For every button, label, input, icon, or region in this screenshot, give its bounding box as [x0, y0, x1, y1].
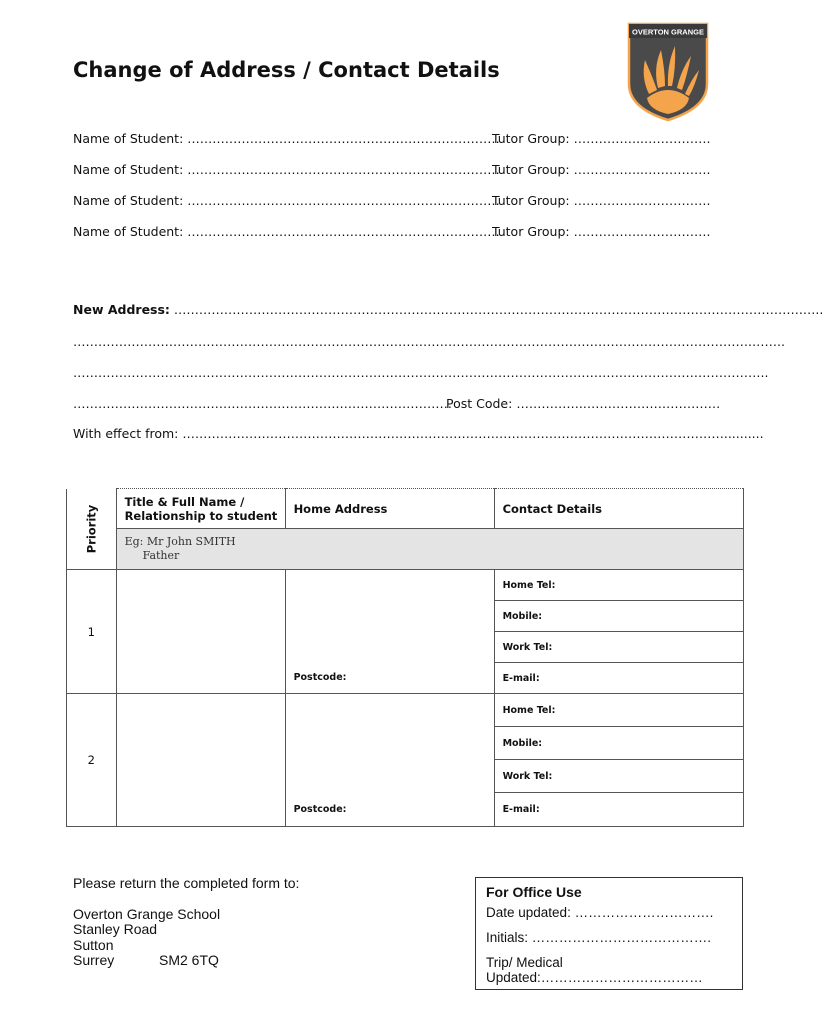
address-dots: ………………………………………………………………………………………………………………………………………………….. [73, 365, 769, 380]
office-use-box [475, 877, 743, 990]
name-header-2: Relationship to student [124, 508, 278, 523]
initials-field[interactable]: Initials: …………………………………. [486, 930, 712, 945]
postcode-field-1[interactable]: Postcode: [285, 663, 494, 694]
address-dots: …………………………………………………………………………………………………………………………………….….. [173, 302, 823, 317]
example-relationship: Father [142, 549, 180, 562]
return-intro: Please return the completed form to: [73, 875, 300, 891]
table-header-row [67, 489, 744, 529]
office-use-heading: For Office Use [486, 884, 582, 900]
new-address-line-1[interactable] [73, 302, 823, 317]
student-line-2[interactable] [73, 162, 500, 177]
tutor-dots: ……………..……………. [573, 224, 711, 239]
student-line-1[interactable] [73, 131, 500, 146]
school-logo [627, 22, 709, 122]
priority-header: Priority [84, 504, 99, 554]
date-updated-field[interactable]: Date updated: …………………………. [486, 905, 714, 920]
name-dots: ………………………………………………………………… [187, 131, 500, 146]
effect-from-dots: ……………………………………………………………………….………………………………………….......... [182, 426, 764, 441]
return-line-1: Overton Grange School [73, 906, 221, 922]
priority-header-cell [67, 489, 117, 570]
email-field-1[interactable]: E-mail: [494, 663, 743, 694]
tutor-label: Tutor Group: [492, 224, 570, 239]
priority-cell-2: 2 [67, 694, 117, 827]
address-dots: ……………………………………………………….……………………… [73, 396, 452, 411]
tutor-label: Tutor Group: [492, 131, 570, 146]
tutor-line-1[interactable] [492, 131, 711, 146]
new-address-line-3[interactable] [73, 365, 769, 380]
work-tel-field-2[interactable]: Work Tel: [494, 760, 743, 793]
student-line-4[interactable] [73, 224, 500, 239]
effect-from-label: With effect from: [73, 426, 179, 441]
tutor-line-4[interactable] [492, 224, 711, 239]
effect-from-line[interactable] [73, 426, 764, 441]
contacts-table [66, 488, 744, 827]
page-title: Change of Address / Contact Details [73, 58, 500, 82]
logo-text: OVERTON GRANGE [632, 27, 704, 37]
new-address-line-4[interactable] [73, 396, 452, 411]
tutor-label: Tutor Group: [492, 193, 570, 208]
post-code-line[interactable] [446, 396, 721, 411]
mobile-field-2[interactable]: Mobile: [494, 727, 743, 760]
work-tel-field-1[interactable]: Work Tel: [494, 632, 743, 663]
name-dots: ………………………………………………………………… [187, 193, 500, 208]
new-address-label: New Address: [73, 302, 170, 317]
name-label: Name of Student: [73, 193, 184, 208]
return-line-2: Stanley Road [73, 921, 158, 937]
table-row [67, 694, 744, 727]
tutor-dots: ……………..……………. [573, 131, 711, 146]
priority-cell-1: 1 [67, 570, 117, 694]
address-dots: ……………………………………………………………………………………………………………………………………………….…….. [73, 334, 785, 349]
post-code-label: Post Code: [446, 396, 513, 411]
new-address-line-2[interactable] [73, 334, 785, 349]
home-address-input-2[interactable] [285, 694, 494, 793]
tutor-label: Tutor Group: [492, 162, 570, 177]
address-header-cell [285, 489, 494, 529]
name-header-cell [116, 489, 285, 529]
tutor-dots: ……………..……………. [573, 193, 711, 208]
home-tel-field-1[interactable]: Home Tel: [494, 570, 743, 601]
return-line-4-county: Surrey [73, 952, 115, 968]
contact-header-cell [494, 489, 743, 529]
example-cell [116, 529, 743, 570]
return-line-4-postcode: SM2 6TQ [159, 952, 219, 968]
name-dots: ………………………………………………………………… [187, 224, 500, 239]
mobile-field-1[interactable]: Mobile: [494, 601, 743, 632]
name-input-1[interactable] [116, 570, 285, 694]
postcode-field-2[interactable]: Postcode: [285, 793, 494, 827]
table-row [67, 570, 744, 601]
name-input-2[interactable] [116, 694, 285, 827]
address-header: Home Address [293, 501, 388, 516]
email-field-2[interactable]: E-mail: [494, 793, 743, 827]
return-line-3: Sutton [73, 937, 114, 953]
name-label: Name of Student: [73, 162, 184, 177]
tutor-line-2[interactable] [492, 162, 711, 177]
example-name: Eg: Mr John SMITH [124, 535, 236, 548]
home-address-input-1[interactable] [285, 570, 494, 663]
student-line-3[interactable] [73, 193, 500, 208]
example-row [67, 529, 744, 570]
name-header-1: Title & Full Name / [124, 494, 245, 509]
trip-medical-label: Trip/ Medical [486, 955, 563, 970]
name-dots: ………………………………………………………………… [187, 162, 500, 177]
name-label: Name of Student: [73, 131, 184, 146]
name-label: Name of Student: [73, 224, 184, 239]
tutor-dots: ……………..……………. [573, 162, 711, 177]
home-tel-field-2[interactable]: Home Tel: [494, 694, 743, 727]
contact-header: Contact Details [502, 501, 602, 516]
tutor-line-3[interactable] [492, 193, 711, 208]
post-code-dots: …………….…………………………… [516, 396, 721, 411]
trip-medical-updated-field[interactable]: Updated:……………………………… [486, 970, 703, 985]
